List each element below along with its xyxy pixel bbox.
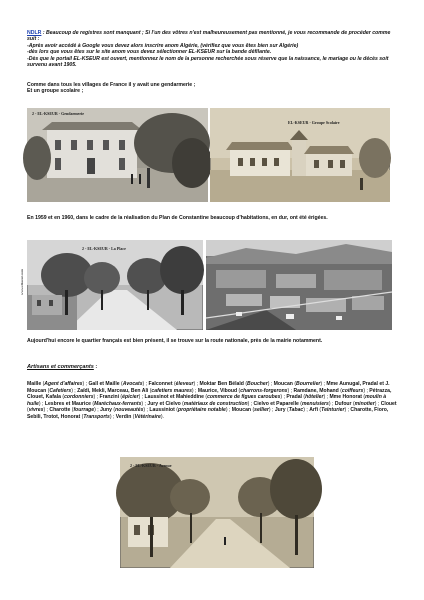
merchant-trade: Maréchaux-ferrants: [94, 400, 142, 407]
merchant-entry: Dufour (minotier): [334, 400, 377, 407]
merchant-entry: Falconnet (éleveur): [148, 381, 196, 387]
merchant-trade: fourrage: [73, 407, 95, 413]
watermark: www.elkseur.com: [19, 269, 24, 295]
merchant-name: Zaïdi, Mekli, Marceau, Ben Ali: [77, 387, 149, 394]
quarter-text: Aujourd'hui encore le quartier français est bien présent, il se trouve sur la route nationale, près de la mairie notamment.: [27, 338, 323, 344]
merchant-entry: Laussiniot (propriétaire notable): [149, 407, 228, 413]
photo-school-caption: EL-KSEUR - Groupe Scolaire: [288, 120, 340, 125]
note-line-1: -Après avoir accédé à Google vous devez alors inscrire anom Algérie, (vérifiez que vous êtes bien sur Algérie): [27, 42, 299, 49]
merchant-entry: Cielvo et Paparelle (menuisiers): [253, 400, 331, 407]
merchant-name: Mme Honorat: [329, 394, 362, 400]
note-block: [27, 30, 399, 68]
intro-text: [27, 82, 399, 95]
merchant-entry: Moucan (sellier): [231, 407, 271, 413]
merchant-name: Jury et Cielvo: [147, 400, 181, 407]
merchant-trade: commerce de figues caroubes: [207, 394, 281, 400]
merchant-name: Pradal: [286, 394, 302, 400]
merchant-trade: Cafetiers: [49, 387, 72, 394]
merchant-name: Cielvo et Paparelle: [253, 400, 299, 407]
photo-street: [19, 240, 203, 330]
photo-school: [210, 108, 390, 202]
plan-text: En 1959 et en 1960, dans le cadre de la réalisation du Plan de Constantine beaucoup d'habitations, en dur, ont été érigées.: [27, 215, 328, 221]
merchant-entry: Maille (Agent d'affaires): [27, 381, 85, 387]
merchant-list: Maille (Agent d'affaires) ; Gall et Maille (Avocats) ; Falconnet (éleveur) ; Moktar Ben Bélaïd (Boucher) ; Moucan (Bourrelier) ; Mme Aunugal, Pradal et J. Moucan (Cafetiers) ; Zaïdi, Mekli, Marceau, Ben Ali (cafetiers maures) ; Maurice, Viboud (charrons-forgerons) ; Ramdane, Mohand (coiffeurs) ; Pétrazza, Clouet, Kafala (cordonniers) ; Franzini (épicier) ; Laussinot et Mahieddine (commerce de figues caroubes) ; Pradal (hôtelier) ; Mme Honorat (moulin à huile) ; Lesbres et Maurice (Maréchaux-ferrants) ; Jury et Cielvo (matériaux de construction) ; Cielvo et Paparelle (menuisiers) ; Dufour (minotier) ; Clouet (vivres) ; Charotte (fourrage) ; Juny (nouveautés) ; Laussiniot (propriétaire notable) ; Moucan (sellier) ; Jury (Tabac) ; Arfi (Teinturier) ; Charotte, Fioro, Sebili, Trotot, Honorat (Transports) ; Verdin (Vétérinaire).: [27, 381, 397, 420]
merchant-name: Laussiniot: [149, 407, 175, 413]
merchant-name: Mme Aunugal, Pradal et J. Moucan: [27, 381, 390, 394]
intro-line-2: Et un groupe scolaire ;: [27, 88, 84, 95]
merchant-trade: minotier: [354, 400, 375, 407]
merchant-name: Arfi: [309, 407, 319, 413]
merchant-trade: propriétaire notable: [177, 407, 226, 413]
merchant-name: Pétrazza, Clouet, Kafala: [27, 387, 392, 400]
merchant-trade: Boucher: [247, 381, 268, 387]
merchant-trade: Avocats: [122, 381, 143, 387]
photo-gendarmerie: [27, 108, 208, 202]
merchant-trade: charrons-forgerons: [240, 387, 288, 394]
section-title-text: Artisans et commerçants: [27, 364, 94, 370]
merchant-entry: Jury et Cielvo (matériaux de construction): [147, 400, 250, 407]
merchant-trade: Vétérinaire: [134, 413, 161, 420]
merchant-trade: vivres: [28, 407, 44, 413]
intro-line-1: Comme dans tous les villages de France il y avait une gendarmerie ;: [27, 82, 196, 88]
photo-avenue-caption: 2 - EL-KSEUR - Avenue: [130, 463, 172, 468]
merchant-name: Franzini: [99, 394, 120, 400]
photo-gendarmerie-caption: 2 - EL-KSEUR - Gendarmerie: [32, 111, 84, 116]
merchant-entry: Jury (Tabac): [274, 407, 305, 413]
merchant-name: Clouet: [380, 400, 397, 407]
merchant-entry: Franzini (épicier): [99, 394, 141, 400]
merchant-entry: Gall et Maille (Avocats): [88, 381, 145, 387]
note-line-3: -Dès que le portail EL-KSEUR est ouvert, mentionnez le nom de la personne recherchée sous réserve que la naissance, le mariage ou le décès soit survenu avant 1905.: [27, 55, 389, 69]
merchant-name: Charotte, Fioro, Sebili, Trotot, Honorat: [27, 407, 389, 420]
note-line-2: -dès lors que vous êtes sur le site anom vous devez sélectionner EL-KSEUR sur la bande défilante.: [27, 49, 272, 56]
merchant-entry: Lesbres et Maurice (Maréchaux-ferrants): [44, 400, 144, 407]
merchant-entry: Moucan (Bourrelier): [273, 381, 323, 387]
merchant-name: Charotte: [49, 407, 71, 413]
merchant-trade: menuisiers: [301, 400, 329, 407]
merchant-trade: nouveautés: [115, 407, 144, 413]
merchant-entry: Pétrazza, Clouet, Kafala (cordonniers): [27, 387, 392, 400]
photo-aerial: [206, 240, 392, 330]
photo-street-caption: 2 - EL-KSEUR - La Place: [82, 246, 126, 251]
merchant-entry: Charotte (fourrage): [49, 407, 96, 413]
merchant-trade: Tabac: [288, 407, 304, 413]
section-title-suffix: :: [93, 364, 98, 370]
merchant-name: Moucan: [231, 407, 252, 413]
merchant-trade: Bourrelier: [296, 381, 321, 387]
merchant-name: Ramdane, Mohand: [293, 387, 339, 394]
merchant-trade: cafetiers maures: [151, 387, 192, 394]
merchant-name: Gall et Maille: [88, 381, 120, 387]
merchant-name: Moktar Ben Bélaïd: [199, 381, 244, 387]
merchant-name: Laussinot et Mahieddine: [144, 394, 204, 400]
merchant-entry: Charotte, Fioro, Sebili, Trotot, Honorat (Transports): [27, 407, 389, 420]
merchant-entry: Ramdane, Mohand (coiffeurs): [293, 387, 366, 394]
merchant-entry: Juny (nouveautés): [100, 407, 146, 413]
merchant-entry: Clouet (vivres): [27, 400, 397, 413]
merchant-entry: Verdin (Vétérinaire): [115, 413, 163, 420]
merchant-trade: éleveur: [175, 381, 194, 387]
note-intro: : Beaucoup de registres sont manquant ; Si l'un des vôtres n'est malheureusement pas mentionné, je vous recommande de procéder comme suit :: [27, 30, 391, 43]
merchant-entry: Mme Honorat (moulin à huile): [27, 394, 387, 407]
photo-avenue: [120, 457, 314, 568]
merchant-name: Jury: [274, 407, 286, 413]
merchant-trade: épicier: [122, 394, 139, 400]
merchant-entry: Moktar Ben Bélaïd (Boucher): [199, 381, 270, 387]
merchant-trade: coiffeurs: [341, 387, 364, 394]
merchant-name: Juny: [100, 407, 112, 413]
merchant-name: Moucan: [273, 381, 293, 387]
merchant-entry: Laussinot et Mahieddine (commerce de figues caroubes): [144, 394, 283, 400]
merchant-entry: Pradal (hôtelier): [286, 394, 326, 400]
merchant-entry: Arfi (Teinturier): [309, 407, 347, 413]
merchant-name: Maurice, Viboud: [197, 387, 238, 394]
merchant-name: Dufour: [334, 400, 352, 407]
merchant-trade: moulin à huile: [27, 394, 387, 407]
merchant-entry: Maurice, Viboud (charrons-forgerons): [197, 387, 290, 394]
merchant-entry: Mme Aunugal, Pradal et J. Moucan (Cafetiers): [27, 381, 390, 394]
merchant-trade: Agent d'affaires: [44, 381, 83, 387]
merchant-trade: Transports: [83, 413, 110, 420]
merchant-trade: sellier: [254, 407, 269, 413]
merchant-trade: cordonniers: [64, 394, 94, 400]
merchant-name: Maille: [27, 381, 42, 387]
merchant-trade: matériaux de construction: [183, 400, 248, 407]
merchant-trade: Teinturier: [321, 407, 345, 413]
section-title: [27, 364, 97, 370]
merchant-name: Lesbres et Maurice: [44, 400, 91, 407]
merchant-name: Verdin: [115, 413, 132, 420]
note-label: NDLR: [27, 30, 42, 36]
merchant-name: Falconnet: [148, 381, 173, 387]
merchant-trade: hôtelier: [305, 394, 324, 400]
merchant-entry: Zaïdi, Mekli, Marceau, Ben Ali (cafetiers maures): [77, 387, 194, 394]
